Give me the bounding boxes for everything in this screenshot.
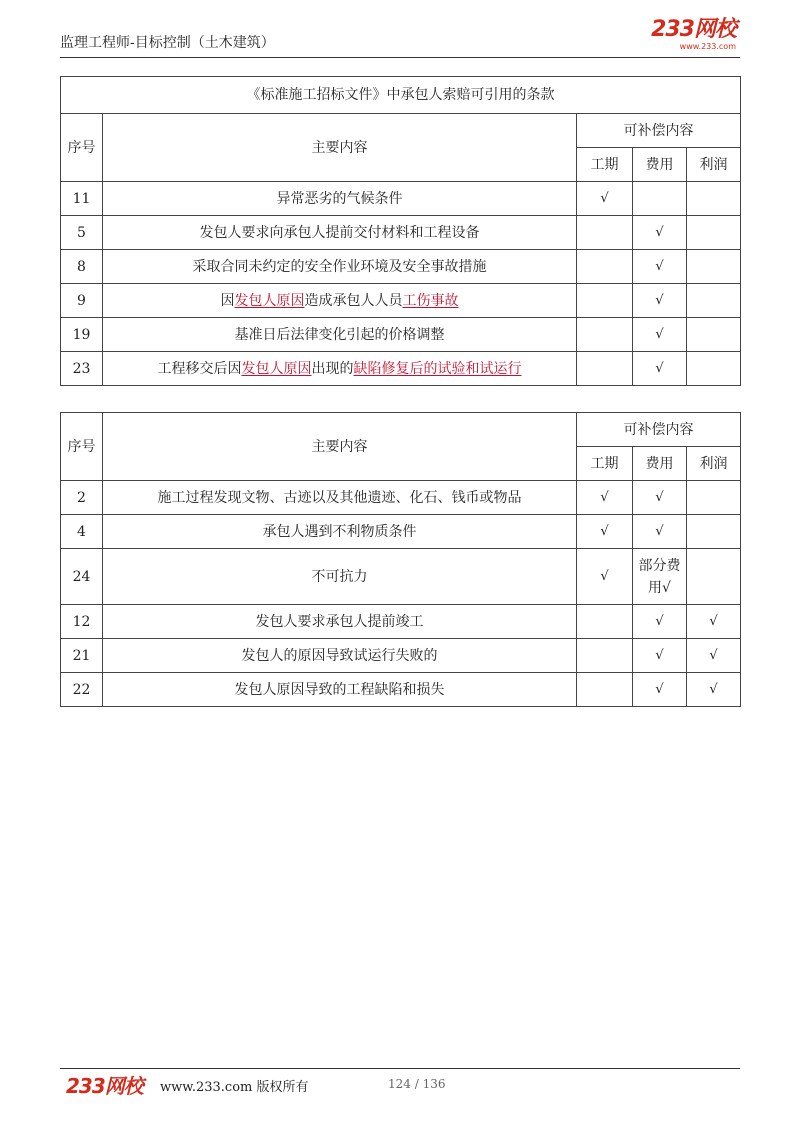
row-time: √: [577, 515, 633, 549]
header-title: 监理工程师-目标控制（土木建筑）: [60, 35, 275, 51]
row-cost: √: [633, 216, 687, 250]
row-content: [103, 352, 577, 386]
row-time: [577, 216, 633, 250]
row-time: [577, 673, 633, 707]
row-no: 12: [61, 605, 103, 639]
table-row: [61, 318, 741, 352]
table-row: [61, 284, 741, 318]
column-header-compensation: 可补偿内容: [577, 413, 741, 447]
column-header-compensation: 可补偿内容: [577, 114, 741, 148]
row-time: √: [577, 549, 633, 605]
row-no: 23: [61, 352, 103, 386]
column-header-time: 工期: [577, 447, 633, 481]
column-header-time: 工期: [577, 148, 633, 182]
row-profit: [687, 318, 741, 352]
row-profit: √: [687, 605, 741, 639]
row-cost: √: [633, 481, 687, 515]
row-no: 8: [61, 250, 103, 284]
row-cost: √: [633, 605, 687, 639]
row-content: 发包人的原因导致试运行失败的: [103, 639, 577, 673]
row-content: 承包人遇到不利物质条件: [103, 515, 577, 549]
table-row: [61, 605, 741, 639]
page-number: 124 / 136: [388, 1077, 446, 1091]
row-no: 11: [61, 182, 103, 216]
row-content: 施工过程发现文物、古迹以及其他遗迹、化石、钱币或物品: [103, 481, 577, 515]
row-profit: [687, 352, 741, 386]
highlight-text: 工伤事故: [402, 292, 459, 309]
claims-table-1: [60, 76, 741, 386]
row-content: 不可抗力: [103, 549, 577, 605]
footer-logo: 233网校: [66, 1074, 143, 1098]
row-profit: [687, 549, 741, 605]
row-no: 19: [61, 318, 103, 352]
row-profit: [687, 250, 741, 284]
row-content: 发包人要求向承包人提前交付材料和工程设备: [103, 216, 577, 250]
table-row: [61, 481, 741, 515]
row-no: 24: [61, 549, 103, 605]
row-profit: [687, 515, 741, 549]
row-no: 5: [61, 216, 103, 250]
row-no: 21: [61, 639, 103, 673]
content-text: 出现的: [311, 360, 354, 377]
column-header-no: 序号: [61, 114, 103, 182]
table-row: [61, 549, 741, 605]
row-content: 发包人要求承包人提前竣工: [103, 605, 577, 639]
row-time: [577, 318, 633, 352]
table-row: [61, 250, 741, 284]
highlight-text: 缺陷修复后的试验和试运行: [353, 360, 522, 377]
column-header-content: 主要内容: [103, 114, 577, 182]
row-profit: [687, 182, 741, 216]
highlight-text: 发包人原因: [234, 292, 305, 309]
table-row: [61, 639, 741, 673]
row-profit: [687, 216, 741, 250]
table-row: [61, 182, 741, 216]
claims-table-2: [60, 412, 741, 707]
row-content: 采取合同未约定的安全作业环境及安全事故措施: [103, 250, 577, 284]
row-profit: [687, 284, 741, 318]
row-profit: √: [687, 639, 741, 673]
row-no: 9: [61, 284, 103, 318]
row-profit: √: [687, 673, 741, 707]
row-profit: [687, 481, 741, 515]
column-header-profit: 利润: [687, 447, 741, 481]
row-cost: √: [633, 318, 687, 352]
row-time: [577, 284, 633, 318]
row-time: √: [577, 182, 633, 216]
page-header: [60, 18, 740, 58]
row-no: 22: [61, 673, 103, 707]
row-content: 发包人原因导致的工程缺陷和损失: [103, 673, 577, 707]
row-time: [577, 639, 633, 673]
row-cost: √: [633, 250, 687, 284]
table-row: [61, 216, 741, 250]
table-row: [61, 352, 741, 386]
row-cost: √: [633, 352, 687, 386]
row-cost: √: [633, 639, 687, 673]
footer-copyright: www.233.com 版权所有: [160, 1080, 309, 1095]
row-time: [577, 352, 633, 386]
column-header-cost: 费用: [633, 447, 687, 481]
row-cost: √: [633, 515, 687, 549]
row-content: [103, 284, 577, 318]
brand-logo: [651, 18, 736, 52]
row-cost: [633, 182, 687, 216]
brand-logo-text: 233网校: [651, 17, 736, 42]
row-cost: √: [633, 673, 687, 707]
row-cost: √: [633, 284, 687, 318]
column-header-content: 主要内容: [103, 413, 577, 481]
header-divider: [60, 57, 740, 58]
table-row: [61, 673, 741, 707]
table-caption: 《标准施工招标文件》中承包人索赔可引用的条款: [61, 77, 741, 114]
table-row: [61, 515, 741, 549]
row-time: [577, 605, 633, 639]
highlight-text: 发包人原因: [241, 360, 312, 377]
row-cost: [633, 549, 687, 605]
column-header-cost: 费用: [633, 148, 687, 182]
row-time: [577, 250, 633, 284]
column-header-profit: 利润: [687, 148, 741, 182]
content-text: 因: [220, 292, 235, 309]
partial-cost-text: 部分费用√: [638, 557, 681, 596]
footer-divider: [60, 1068, 740, 1069]
row-content: 异常恶劣的气候条件: [103, 182, 577, 216]
content-text: 造成承包人人员: [304, 292, 403, 309]
row-no: 2: [61, 481, 103, 515]
row-no: 4: [61, 515, 103, 549]
brand-logo-url: www.233.com: [679, 42, 736, 51]
content-text: 工程移交后因: [157, 360, 242, 377]
row-time: √: [577, 481, 633, 515]
column-header-no: 序号: [61, 413, 103, 481]
row-content: 基准日后法律变化引起的价格调整: [103, 318, 577, 352]
